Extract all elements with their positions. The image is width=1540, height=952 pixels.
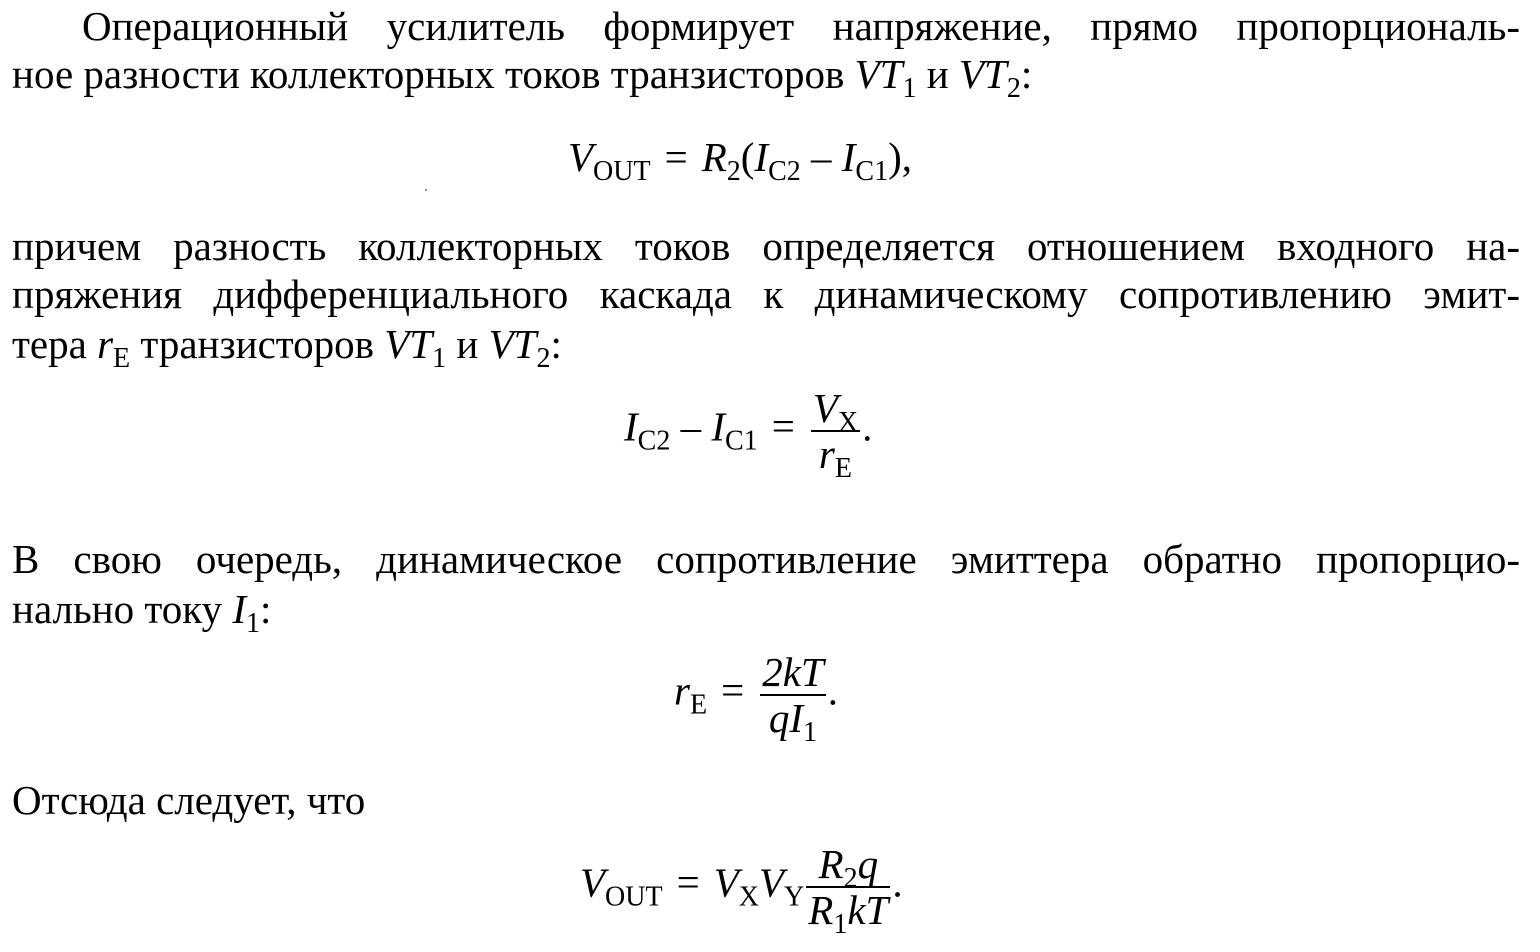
formula-3-denominator [760,695,826,748]
paragraph-1-line-2-text: ное разности коллекторных токов транзисторов [12,51,845,97]
formula-3-den-sub: 1 [803,717,818,748]
formula-2-denominator [811,431,860,484]
formula-2-period: . [862,403,873,450]
formula-4-vy: V [759,859,785,906]
symbol-r-sub: E [113,343,131,374]
scan-speck [425,189,427,191]
formula-re [674,649,838,748]
formula-2-numerator [811,385,860,438]
formula-4-lhs-var: V [580,859,606,906]
paragraph-3-line-1-text: В свою очередь, динамическое сопротивление эмиттера обратно пропорцио- [12,536,1520,582]
formula-1-minus: – [811,134,832,180]
colon-b: : [550,321,562,367]
formula-1-lhs-var: V [568,134,594,180]
paragraph-2-line-3-start: тера [12,321,87,367]
formula-2-equals: = [771,403,795,450]
formula-4-denominator [806,887,890,940]
colon-c: : [259,586,272,632]
formula-1-i2: I [841,134,856,180]
formula-3-den-var: qI [768,695,804,741]
symbol-vt2-sub: 2 [1006,73,1021,104]
paragraph-2-line-1-text: причем разность коллекторных токов определяется отношением входного на- [12,223,1520,269]
formula-1-lhs-sub: OUT [593,156,651,187]
paragraph-1-line-2 [12,50,1520,104]
formula-1-i1: I [754,134,769,180]
formula-2-i2-sub: C1 [725,425,758,457]
paragraph-4-line-1-text: Отсюда следует, что [12,777,366,823]
formula-1-close-paren: ), [888,134,913,180]
paragraph-3-line-2 [12,585,1520,639]
paragraph-2-line-3-mid: транзисторов [140,321,375,367]
symbol-vt1-sub: 1 [902,73,917,104]
formula-4-period: . [892,859,903,906]
paragraph-4-line-1 [12,776,1520,824]
formula-4-vy-sub: Y [784,881,805,913]
paragraph-2-line-1 [12,222,1520,270]
formula-2-den-var: r [818,431,835,477]
paragraph-1-line-1 [82,2,1520,50]
formula-3-period: . [827,667,838,714]
formula-4-vx-sub: X [738,881,759,913]
symbol-vt1: VT [854,51,903,97]
symbol-vt1-b: VT [384,321,433,367]
formula-3-lhs-sub: E [689,689,708,721]
formula-4-vx: V [713,859,739,906]
formula-3-fraction [760,649,826,748]
word-and: и [926,51,949,97]
formula-current-difference [624,385,873,484]
formula-2-i1: I [624,403,638,450]
formula-3-lhs-var: r [674,667,690,714]
formula-4-num-q: q [857,841,879,887]
formula-1-i2-sub: C1 [855,156,889,187]
paragraph-1-line-1-text: Операционный усилитель формирует напряжение, прямо пропорциональ- [82,3,1520,49]
symbol-vt2-b-sub: 2 [536,343,551,374]
formula-4-lhs-sub: OUT [605,881,663,913]
word-and-b: и [456,321,479,367]
symbol-i1-sub: 1 [245,608,260,639]
symbol-i1: I [232,586,246,632]
formula-2-i1-sub: C2 [637,425,671,457]
formula-3-equals: = [721,667,745,714]
formula-4-den-r: R [808,887,834,933]
formula-2-minus: – [680,403,702,450]
formula-2-i2: I [711,403,725,450]
symbol-vt2-b: VT [488,321,537,367]
paragraph-2-line-3 [12,320,1520,374]
formula-4-fraction [806,841,890,940]
formula-2-num-var: V [812,385,838,431]
formula-3-numerator: 2kT [762,649,824,695]
formula-1-r-sub: 2 [726,156,741,187]
paragraph-3-line-2-text: нально току [12,586,223,632]
formula-vout-final [580,841,903,940]
formula-2-den-sub: E [834,453,852,484]
paragraph-2-line-2 [12,270,1520,318]
formula-vout [568,133,913,187]
symbol-r: r [97,321,114,367]
formula-1-i1-sub: C2 [768,156,801,187]
formula-1-r: R [701,134,727,180]
formula-4-den-rest: kT [847,887,889,933]
formula-4-equals: = [676,859,700,906]
formula-4-num-r-sub: 2 [843,863,858,894]
formula-4-den-r-sub: 1 [833,909,848,940]
colon: : [1020,51,1033,97]
paragraph-2-line-2-text: пряжения дифференциального каскада к динамическому сопротивлению эмит- [12,271,1520,317]
formula-2-num-sub: X [837,407,859,438]
formula-4-num-r: R [818,841,844,887]
formula-1-equals: = [664,134,688,180]
formula-1-open-paren: ( [740,134,755,180]
formula-4-numerator [806,841,890,894]
symbol-vt2: VT [958,51,1007,97]
paragraph-3-line-1 [12,535,1520,583]
formula-2-fraction [811,385,860,484]
symbol-vt1-b-sub: 1 [432,343,447,374]
